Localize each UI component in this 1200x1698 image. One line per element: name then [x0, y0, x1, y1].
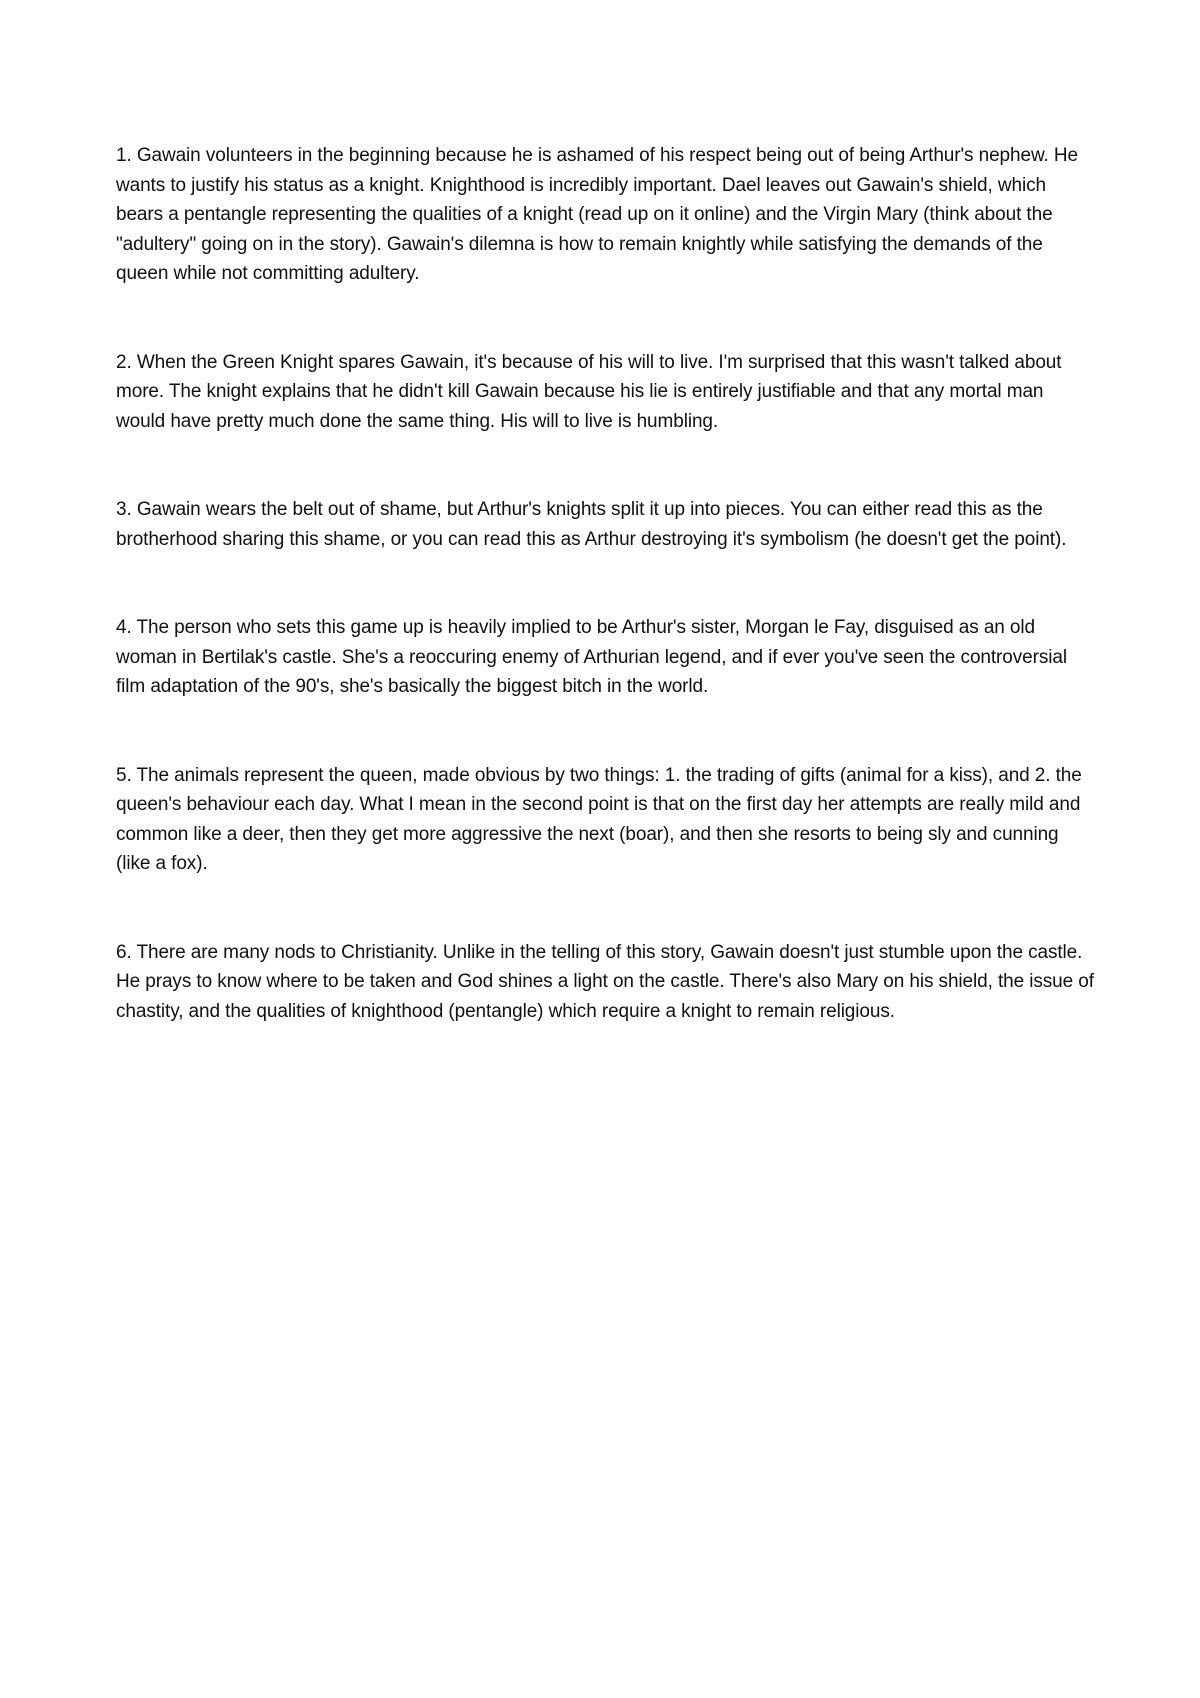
- paragraph-1: 1. Gawain volunteers in the beginning because he is ashamed of his respect being out of being Arthur's nephew. He wants to justify his status as a knight. Knighthood is incredibly important. Dael leaves out Gawain's shield, which bears a pentangle representing the qualities of a knight (read up on it online) and the Virgin Mary (think about the "adultery" going on in the story). Gawain's dilemna is how to remain knightly while satisfying the demands of the queen while not committing adultery.: [116, 145, 1078, 284]
- paragraph-4: 4. The person who sets this game up is heavily implied to be Arthur's sister, Morgan le Fay, disguised as an old woman in Bertilak's castle. She's a reoccuring enemy of Arthurian legend, and if ever you've seen the controversial film adaptation of the 90's, she's basically the biggest bitch in the world.: [116, 617, 1067, 697]
- paragraph-6: 6. There are many nods to Christianity. Unlike in the telling of this story, Gawain doesn't just stumble upon the castle. He prays to know where to be taken and God shines a light on the castle. There's also Mary on his shield, the issue of chastity, and the qualities of knighthood (pentangle) which require a knight to remain religious.: [116, 941, 1094, 1022]
- paragraph-2: 2. When the Green Knight spares Gawain, it's because of his will to live. I'm surprised that this wasn't talked about more. The knight explains that he didn't kill Gawain because his lie is entirely justifiable and that any mortal man would have pretty much done the same thing. His will to live is humbling.: [116, 351, 1062, 432]
- document-body: [116, 141, 1096, 1026]
- paragraph-3: 3. Gawain wears the belt out of shame, but Arthur's knights split it up into pieces. You can either read this as the brotherhood sharing this shame, or you can read this as Arthur destroying it's symbolism (he doesn't get the point).: [116, 499, 1067, 550]
- paragraph-5: 5. The animals represent the queen, made obvious by two things: 1. the trading of gifts (animal for a kiss), and 2. the queen's behaviour each day. What I mean in the second point is that on the first day her attempts are really mild and common like a deer, then they get more aggressive the next (boar), and then she resorts to being sly and cunning (like a fox).: [116, 764, 1082, 874]
